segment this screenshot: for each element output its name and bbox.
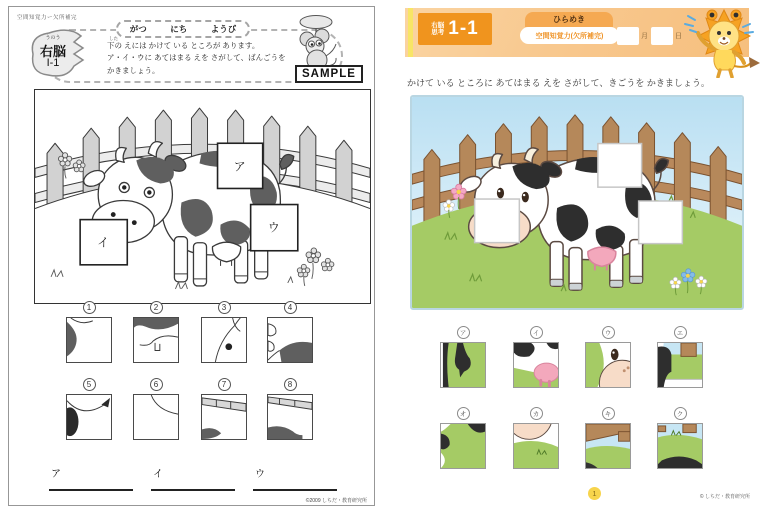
- month-word: がつ: [129, 24, 147, 34]
- answer-label-i: イ: [153, 469, 163, 480]
- color-piece-e: [657, 326, 703, 388]
- copyright-left: ©2009 しちだ・教育研究所: [305, 498, 367, 504]
- instruction-text: [107, 40, 307, 77]
- badge-furigana: うのう: [45, 35, 61, 41]
- badge-title-line2: 思考: [431, 29, 445, 36]
- answer-line-a: [49, 465, 133, 491]
- badge-code: I-1: [46, 57, 60, 69]
- box-label-a: ア: [233, 159, 246, 174]
- day-label: 日: [675, 33, 682, 40]
- series-note: 空間知覚力ー欠所補完: [17, 15, 78, 21]
- piece-image-u: [585, 342, 631, 388]
- piece-image-7: [201, 394, 247, 440]
- piece-number-4: 4: [284, 301, 297, 314]
- color-piece-a: [440, 326, 486, 388]
- bw-piece-7: [201, 378, 247, 440]
- color-piece-ki: [585, 407, 631, 469]
- box-label-u: ウ: [267, 220, 280, 235]
- bw-piece-4: [267, 301, 313, 363]
- piece-image-3: [201, 317, 247, 363]
- piece-number-3: 3: [218, 301, 231, 314]
- puzzle-scene-bw: [34, 89, 371, 304]
- skill-subtitle: 空間知覚力(欠所補完): [520, 27, 619, 44]
- bw-piece-8: [267, 378, 313, 440]
- piece-letter-e: エ: [674, 326, 687, 339]
- lesson-badge: [418, 13, 492, 45]
- instruction-line-1: 下の えには かけて いる ところが あります。: [107, 41, 260, 50]
- piece-letter-a: ア: [457, 326, 470, 339]
- day-word: にち: [170, 24, 188, 34]
- piece-image-i: [513, 342, 559, 388]
- page-number-badge: 1: [588, 487, 601, 500]
- badge-title: 右脳: [39, 44, 66, 59]
- piece-image-o: [440, 423, 486, 469]
- piece-image-1: [66, 317, 112, 363]
- answer-label-a: ア: [51, 469, 61, 480]
- month-input-box: [617, 27, 639, 45]
- instruction-text-right: かけて いる ところに あてはまる えを さがして、きごうを かきましょう。: [407, 78, 710, 88]
- date-header: [116, 20, 250, 38]
- piece-image-2: [133, 317, 179, 363]
- piece-image-ku: [657, 423, 703, 469]
- banner-accent-strip: [408, 8, 413, 57]
- piece-number-1: 1: [83, 301, 96, 314]
- piece-image-5: [66, 394, 112, 440]
- badge-title-line1: 右脳: [431, 21, 445, 29]
- instruction-line-2: ア・イ・ウに あてはまる えを さがして、ばんごうを: [107, 53, 286, 63]
- day-input-box: [651, 27, 673, 45]
- month-label: 月: [641, 33, 648, 40]
- instruction-line-3: かきましょう。: [107, 65, 160, 75]
- left-worksheet-page: [8, 6, 375, 506]
- bw-piece-6: [133, 378, 179, 440]
- piece-number-5: 5: [83, 378, 96, 391]
- color-piece-i: [513, 326, 559, 388]
- lesson-number: 1-1: [448, 18, 479, 39]
- color-piece-ka: [513, 407, 559, 469]
- answer-line-i: [151, 465, 235, 491]
- piece-image-8: [267, 394, 313, 440]
- piece-image-ki: [585, 423, 631, 469]
- bw-piece-3: [201, 301, 247, 363]
- piece-letter-o: オ: [457, 407, 470, 420]
- color-piece-u: [585, 326, 631, 388]
- color-piece-o: [440, 407, 486, 469]
- bw-piece-2: [133, 301, 179, 363]
- piece-letter-ki: キ: [602, 407, 615, 420]
- brain-badge: [21, 25, 93, 83]
- piece-number-8: 8: [284, 378, 297, 391]
- weekday-word: ようび: [210, 24, 237, 34]
- badge-title-stack: [431, 22, 444, 37]
- piece-image-4: [267, 317, 313, 363]
- piece-image-a: [440, 342, 486, 388]
- color-piece-ku: [657, 407, 703, 469]
- piece-number-6: 6: [150, 378, 163, 391]
- piece-number-2: 2: [150, 301, 163, 314]
- bw-piece-5: [66, 378, 112, 440]
- bw-piece-1: [66, 301, 112, 363]
- piece-letter-u: ウ: [602, 326, 615, 339]
- mouse-mascot: [291, 13, 341, 71]
- piece-image-6: [133, 394, 179, 440]
- piece-letter-i: イ: [530, 326, 543, 339]
- piece-image-e: [657, 342, 703, 388]
- box-label-i: イ: [97, 235, 110, 250]
- piece-number-7: 7: [218, 378, 231, 391]
- answer-label-u: ウ: [255, 469, 265, 480]
- category-tab: ひらめき: [525, 12, 613, 27]
- piece-letter-ka: カ: [530, 407, 543, 420]
- right-worksheet-page: [390, 0, 760, 512]
- lion-mascot: [678, 0, 760, 78]
- answer-line-u: [253, 465, 337, 491]
- copyright-right: © しちだ・教育研究所: [699, 494, 750, 500]
- piece-letter-ku: ク: [674, 407, 687, 420]
- sample-stamp: SAMPLE: [295, 65, 363, 83]
- puzzle-scene-color: [410, 95, 744, 310]
- instruction-furigana: した: [109, 36, 118, 41]
- piece-image-ka: [513, 423, 559, 469]
